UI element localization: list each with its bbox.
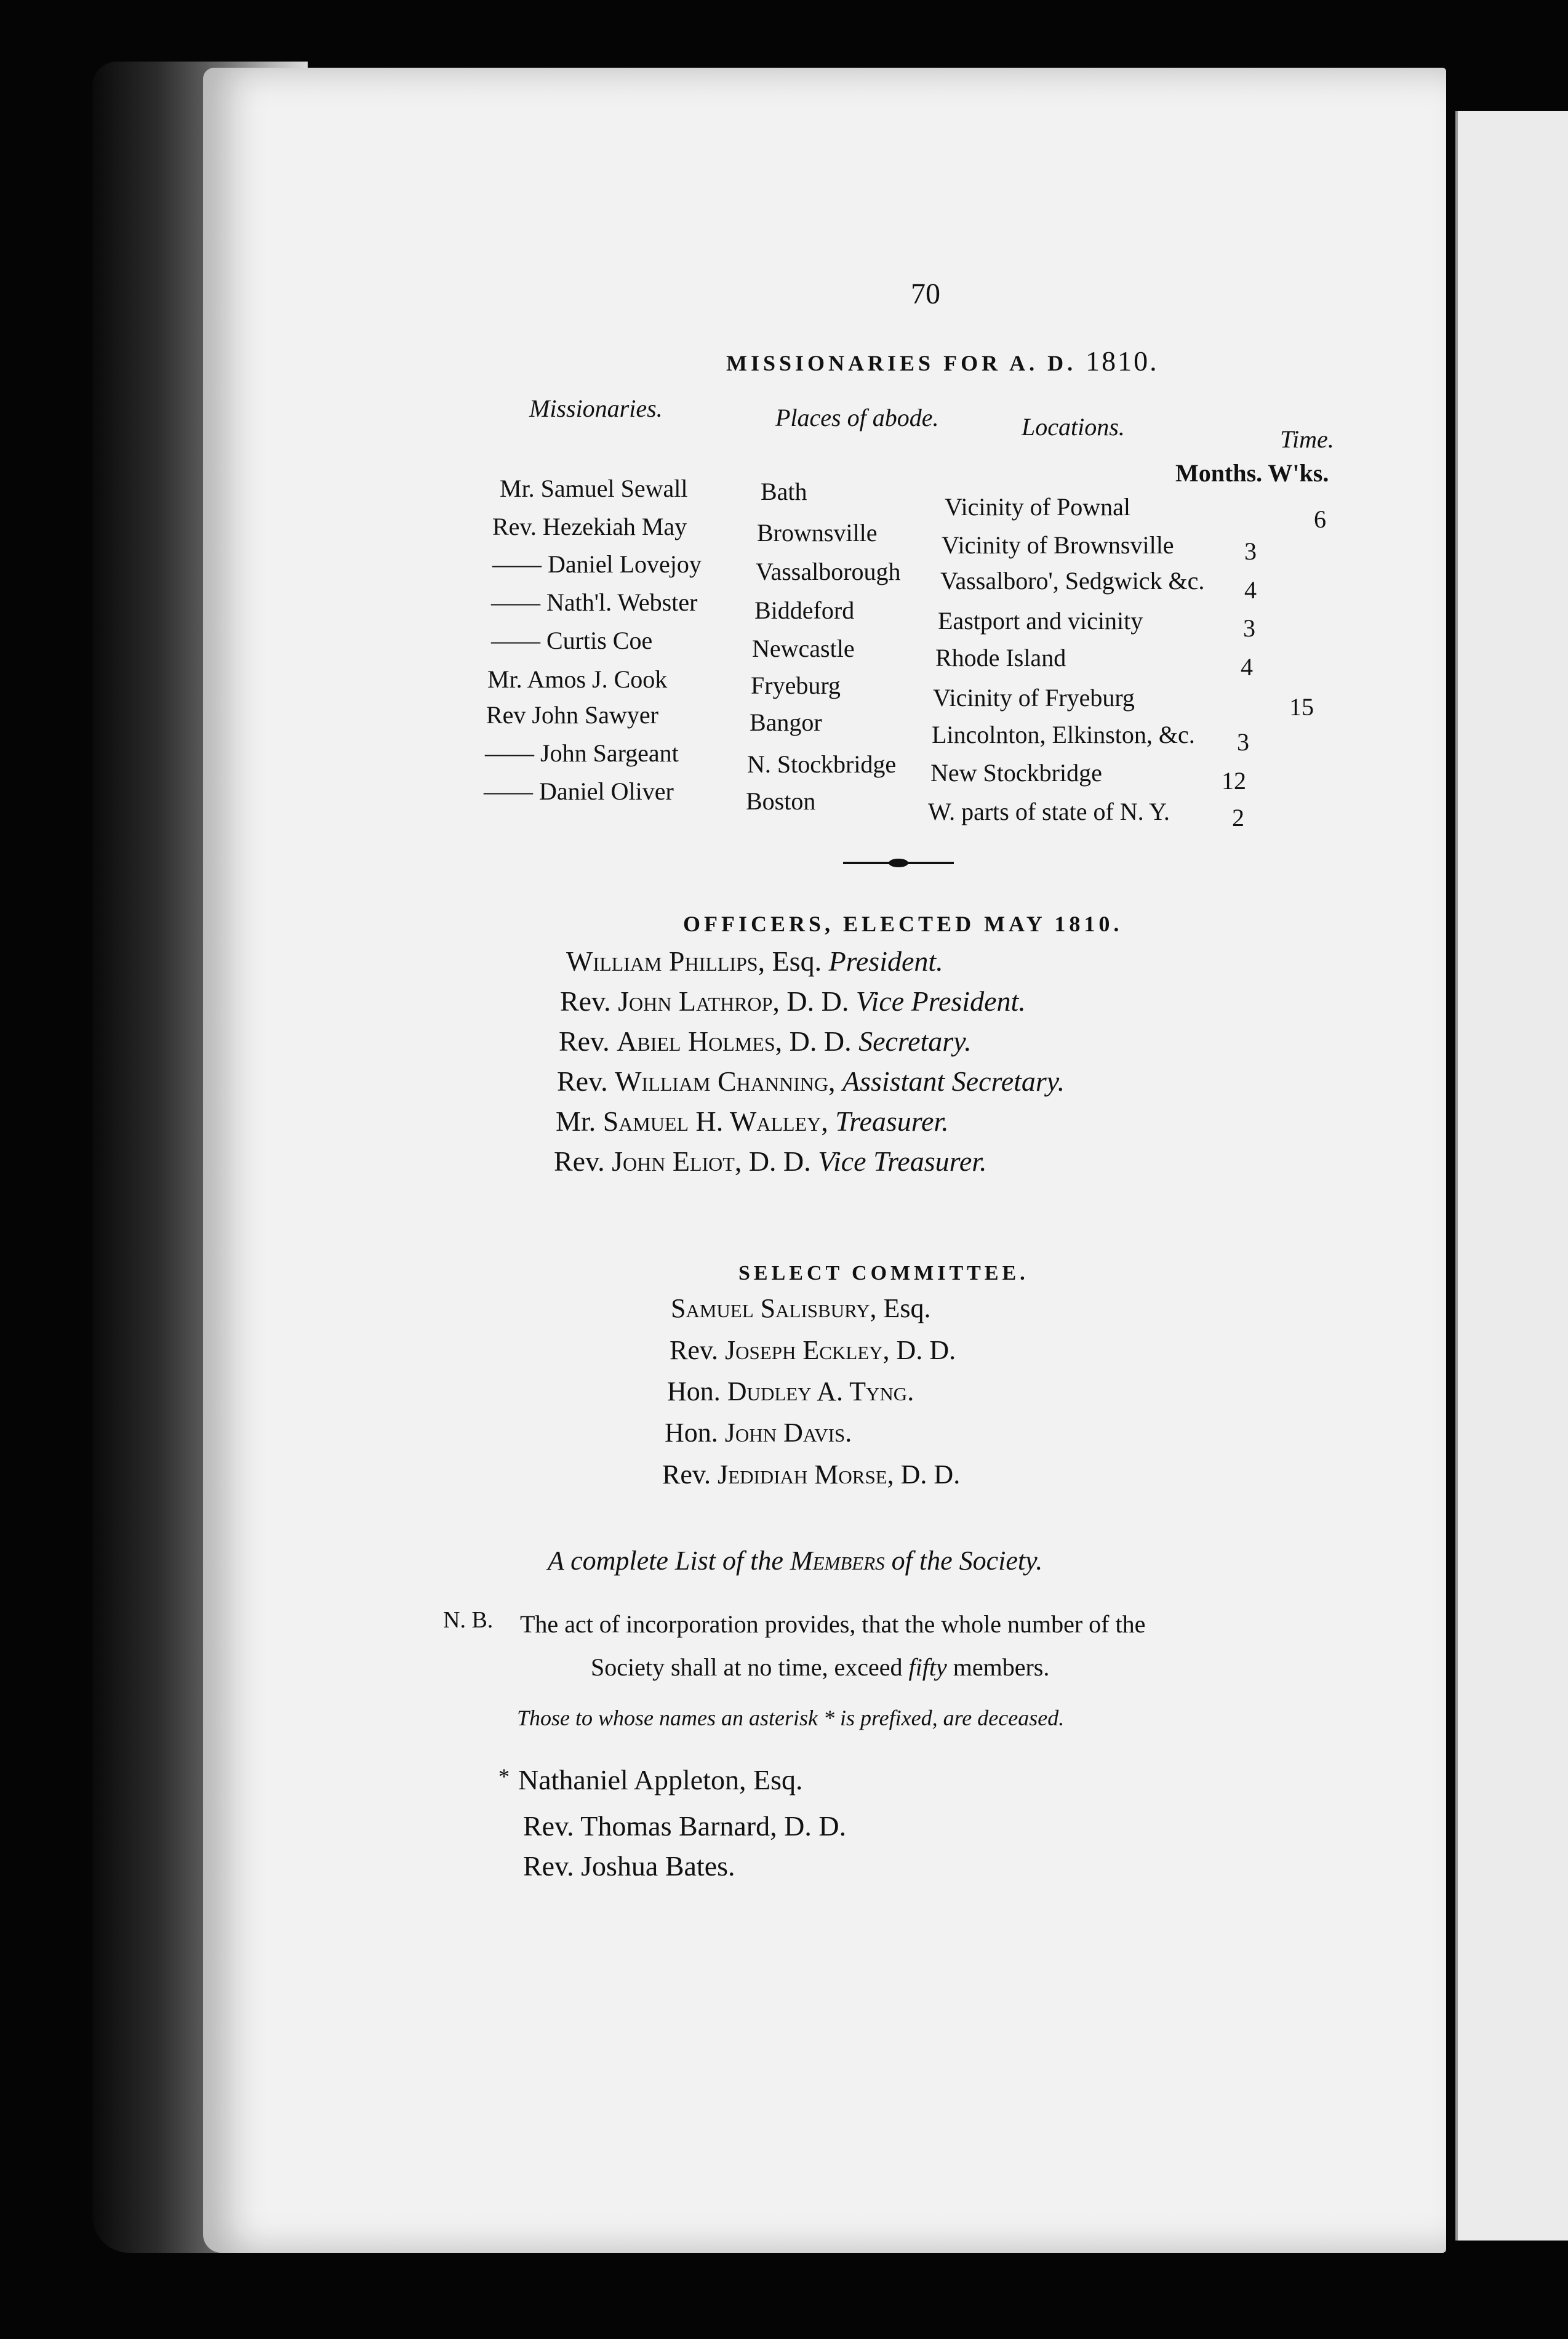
member-entry	[523, 1850, 735, 1882]
members-title-c: of the Society.	[891, 1546, 1043, 1576]
officer-line	[566, 945, 943, 977]
officer-line	[559, 1025, 972, 1057]
officers-heading: OFFICERS, ELECTED MAY 1810.	[683, 912, 1123, 936]
officer-name: John Eliot	[612, 1145, 735, 1177]
officer-name: John Lathrop	[618, 985, 773, 1017]
committee-prefix: Rev.	[670, 1335, 726, 1365]
officer-prefix: Rev.	[560, 985, 618, 1017]
committee-name: Dudley A. Tyng	[727, 1376, 908, 1406]
officer-role: Vice Treasurer.	[818, 1145, 987, 1177]
nb-line2	[591, 1653, 1049, 1682]
row-name: Mr. Amos J. Cook	[487, 665, 668, 693]
officer-suffix: , D. D.	[775, 1025, 852, 1057]
officer-role: Secretary.	[858, 1025, 972, 1057]
row-name: Mr. Samuel Sewall	[500, 475, 688, 502]
row-location: Vicinity of Brownsville	[942, 531, 1174, 559]
row-name: Rev John Sawyer	[486, 701, 658, 729]
committee-suffix: , D. D.	[882, 1335, 956, 1365]
officer-name: Abiel Holmes	[617, 1025, 775, 1057]
member-name: Nathaniel Appleton, Esq.	[518, 1764, 803, 1795]
members-title-a: A complete List of the	[548, 1546, 783, 1576]
row-abode: Bangor	[750, 708, 822, 736]
officer-suffix: ,	[828, 1065, 836, 1097]
row-abode: Fryeburg	[751, 672, 841, 699]
row-months: 4	[1244, 576, 1257, 604]
row-abode: Newcastle	[752, 635, 855, 662]
committee-suffix: , D. D.	[887, 1459, 961, 1490]
committee-name: Samuel Salisbury	[671, 1293, 870, 1323]
asterisk-note: Those to whose names an asterisk * is prefixed, are deceased.	[517, 1706, 1065, 1730]
col-header-locations: Locations.	[1022, 413, 1125, 441]
committee-prefix: Hon.	[665, 1418, 725, 1448]
deceased-asterisk: *	[498, 1764, 510, 1789]
ornamental-divider	[843, 859, 954, 867]
row-location: Vassalboro', Sedgwick &c.	[940, 567, 1205, 595]
officer-role: Treasurer.	[835, 1105, 949, 1137]
row-location: Vicinity of Pownal	[945, 493, 1131, 521]
row-abode: Brownsville	[757, 519, 878, 547]
facing-page-edge	[1455, 111, 1568, 2241]
row-abode: Boston	[746, 787, 816, 815]
col-header-abode: Places of abode.	[775, 404, 939, 431]
missionaries-heading-text: MISSIONARIES FOR A. D.	[726, 351, 1077, 375]
committee-member	[667, 1376, 914, 1407]
nb-line1: The act of incorporation provides, that the whole number of the	[520, 1610, 1146, 1638]
officer-suffix: , D. D.	[734, 1145, 811, 1177]
committee-prefix: Rev.	[662, 1459, 718, 1490]
row-abode: Vassalborough	[756, 558, 901, 585]
officer-prefix: Rev.	[559, 1025, 617, 1057]
nb-line2c: members.	[953, 1653, 1050, 1681]
officer-line	[560, 985, 1026, 1017]
officer-line	[556, 1105, 949, 1137]
officer-prefix: Mr.	[556, 1105, 603, 1137]
officer-suffix: , Esq.	[758, 945, 822, 977]
row-location: Eastport and vicinity	[938, 607, 1143, 635]
row-location: New Stockbridge	[930, 759, 1102, 787]
officer-role: Assistant Secretary.	[842, 1065, 1065, 1097]
officer-name: Samuel H. Walley	[602, 1105, 822, 1137]
nb-line2a: Society shall at no time, exceed	[591, 1653, 903, 1681]
officer-suffix: , D. D.	[772, 985, 849, 1017]
row-months: 3	[1243, 614, 1255, 642]
row-abode: Biddeford	[754, 596, 855, 624]
committee-heading: SELECT COMMITTEE.	[738, 1262, 1029, 1285]
nb-label: N. B.	[443, 1607, 494, 1633]
row-months: 3	[1244, 537, 1257, 565]
row-months: 4	[1241, 653, 1253, 681]
officer-role: President.	[828, 945, 943, 977]
row-name: Rev. Hezekiah May	[492, 513, 687, 540]
officer-suffix: ,	[821, 1105, 828, 1137]
members-title-b: Members	[790, 1546, 885, 1576]
officer-role: Vice President.	[855, 985, 1026, 1017]
officer-line	[557, 1065, 1065, 1097]
col-header-time: Time.	[1280, 425, 1334, 453]
committee-suffix: .	[907, 1376, 914, 1406]
missionaries-heading	[726, 345, 1159, 377]
row-abode: N. Stockbridge	[747, 750, 897, 778]
committee-prefix: Hon.	[667, 1376, 727, 1406]
committee-name: Joseph Eckley	[725, 1335, 883, 1365]
row-name: —— John Sargeant	[485, 739, 679, 767]
officer-name: William Phillips	[566, 945, 758, 977]
row-weeks: 6	[1314, 505, 1326, 533]
officer-line	[554, 1145, 987, 1178]
col-header-missionaries: Missionaries.	[529, 395, 663, 422]
row-name: —— Nath'l. Webster	[491, 588, 698, 616]
committee-member	[671, 1293, 930, 1324]
member-name: Rev. Joshua Bates.	[523, 1850, 735, 1882]
row-location: W. parts of state of N. Y.	[928, 798, 1170, 825]
committee-name: Jedidiah Morse	[718, 1459, 887, 1490]
row-months: 3	[1237, 728, 1249, 756]
officer-prefix: Rev.	[557, 1065, 615, 1097]
member-entry	[523, 1810, 846, 1842]
missionaries-heading-year: 1810.	[1086, 345, 1159, 377]
committee-suffix: , Esq.	[870, 1293, 931, 1323]
member-name: Rev. Thomas Barnard, D. D.	[523, 1810, 847, 1842]
row-name: —— Daniel Lovejoy	[492, 550, 702, 578]
officer-prefix: Rev.	[554, 1145, 612, 1177]
committee-member	[670, 1334, 956, 1366]
committee-member	[665, 1417, 852, 1448]
officer-name: William Channing	[615, 1065, 829, 1097]
row-abode: Bath	[761, 478, 807, 505]
row-months: 2	[1232, 804, 1244, 832]
row-name: —— Daniel Oliver	[484, 777, 674, 805]
row-location: Rhode Island	[935, 644, 1066, 672]
nb-line2b: fifty	[908, 1653, 947, 1681]
committee-name: John Davis	[724, 1418, 846, 1448]
row-months: 12	[1222, 767, 1246, 795]
members-list-title	[548, 1545, 1042, 1576]
col-header-months-weeks: Months. W'ks.	[1175, 459, 1329, 487]
row-location: Vicinity of Fryeburg	[933, 684, 1135, 712]
row-weeks: 15	[1289, 693, 1314, 721]
row-location: Lincolnton, Elkinston, &c.	[932, 721, 1195, 748]
committee-suffix: .	[845, 1418, 852, 1448]
committee-member	[662, 1459, 960, 1490]
page-number: 70	[911, 278, 940, 310]
row-name: —— Curtis Coe	[491, 627, 653, 654]
member-entry	[498, 1763, 802, 1796]
